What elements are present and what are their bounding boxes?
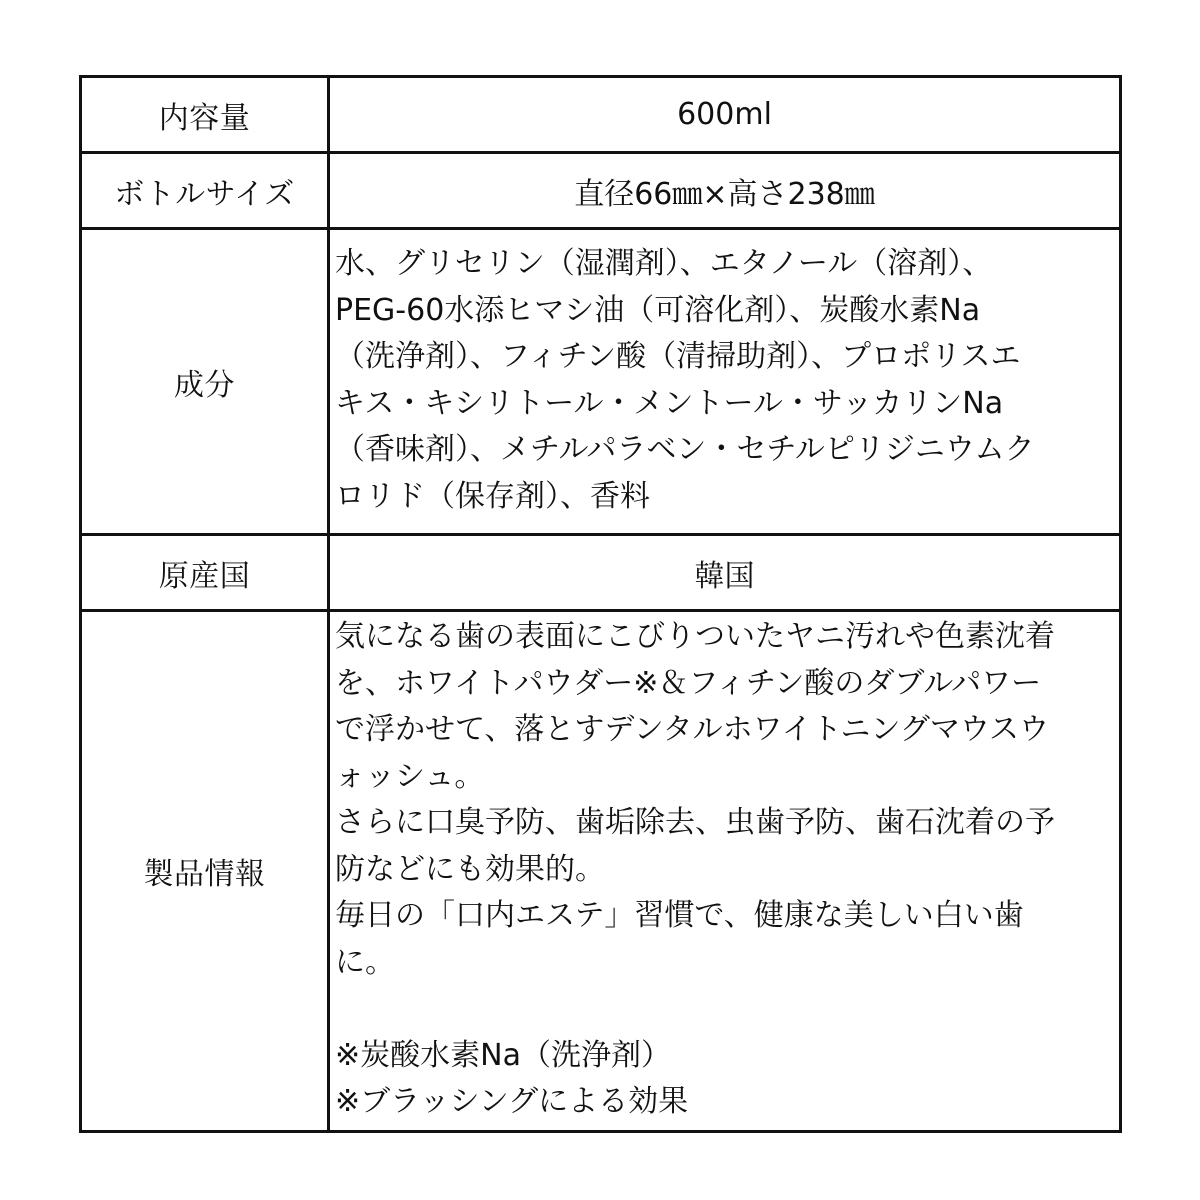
table-row <box>81 77 1121 153</box>
product-info-line: 気になる歯の表面にこびりついたヤニ汚れや色素沈着 <box>335 619 1055 654</box>
product-info-line: 防などにも効果的。 <box>335 851 605 887</box>
product-info-line: さらに口臭予防、歯垢除去、虫歯予防、歯石沈着の予 <box>335 805 1055 840</box>
capacity-value: 600ml <box>329 77 1121 153</box>
product-info-line: を、ホワイトパウダー※＆フィチン酸のダブルパワー <box>335 665 1042 701</box>
ingredients-label: 成分 <box>81 229 329 535</box>
product-info-line: に。 <box>335 944 395 980</box>
ingredients-line: （香味剤）、メチルパラベン・セチルピリジニウムク <box>335 432 1035 467</box>
table-row <box>81 611 1121 1132</box>
product-info-line: ※炭酸水素Na（洗浄剤） <box>335 1037 671 1073</box>
ingredients-line: キス・キシリトール・メントール・サッカリンNa <box>335 385 1004 421</box>
table-row <box>81 535 1121 611</box>
product-info-line: 毎日の「口内エステ」習慣で、健康な美しい白い歯 <box>335 898 1024 933</box>
product-info-text <box>330 612 1119 1130</box>
ingredients-line: 水、グリセリン（湿潤剤）、エタノール（溶剤）、 <box>335 246 993 281</box>
product-info-line: ※ブラッシングによる効果 <box>335 1084 689 1119</box>
ingredients-value <box>329 229 1121 535</box>
table-row <box>81 153 1121 229</box>
product-info-line <box>335 986 1115 1033</box>
ingredients-line: （洗浄剤）、フィチン酸（清掃助剤）、プロポリスエ <box>335 339 1021 374</box>
bottle-size-value: 直径66㎜×高さ238㎜ <box>329 153 1121 229</box>
product-info-line: で浮かせて、落とすデンタルホワイトニングマウスウ <box>335 712 1049 747</box>
capacity-label: 内容量 <box>81 77 329 153</box>
table-row <box>81 229 1121 535</box>
product-spec-table <box>79 75 1122 1133</box>
bottle-size-label: ボトルサイズ <box>81 153 329 229</box>
ingredients-text <box>330 239 1119 524</box>
product-info-value <box>329 611 1121 1132</box>
origin-value: 韓国 <box>329 535 1121 611</box>
product-info-label: 製品情報 <box>81 611 329 1132</box>
product-info-line: ォッシュ。 <box>335 758 485 794</box>
ingredients-line: PEG-60水添ヒマシ油（可溶化剤）、炭酸水素Na <box>335 292 981 328</box>
ingredients-line: ロリド（保存剤）、香料 <box>335 478 650 514</box>
origin-label: 原産国 <box>81 535 329 611</box>
